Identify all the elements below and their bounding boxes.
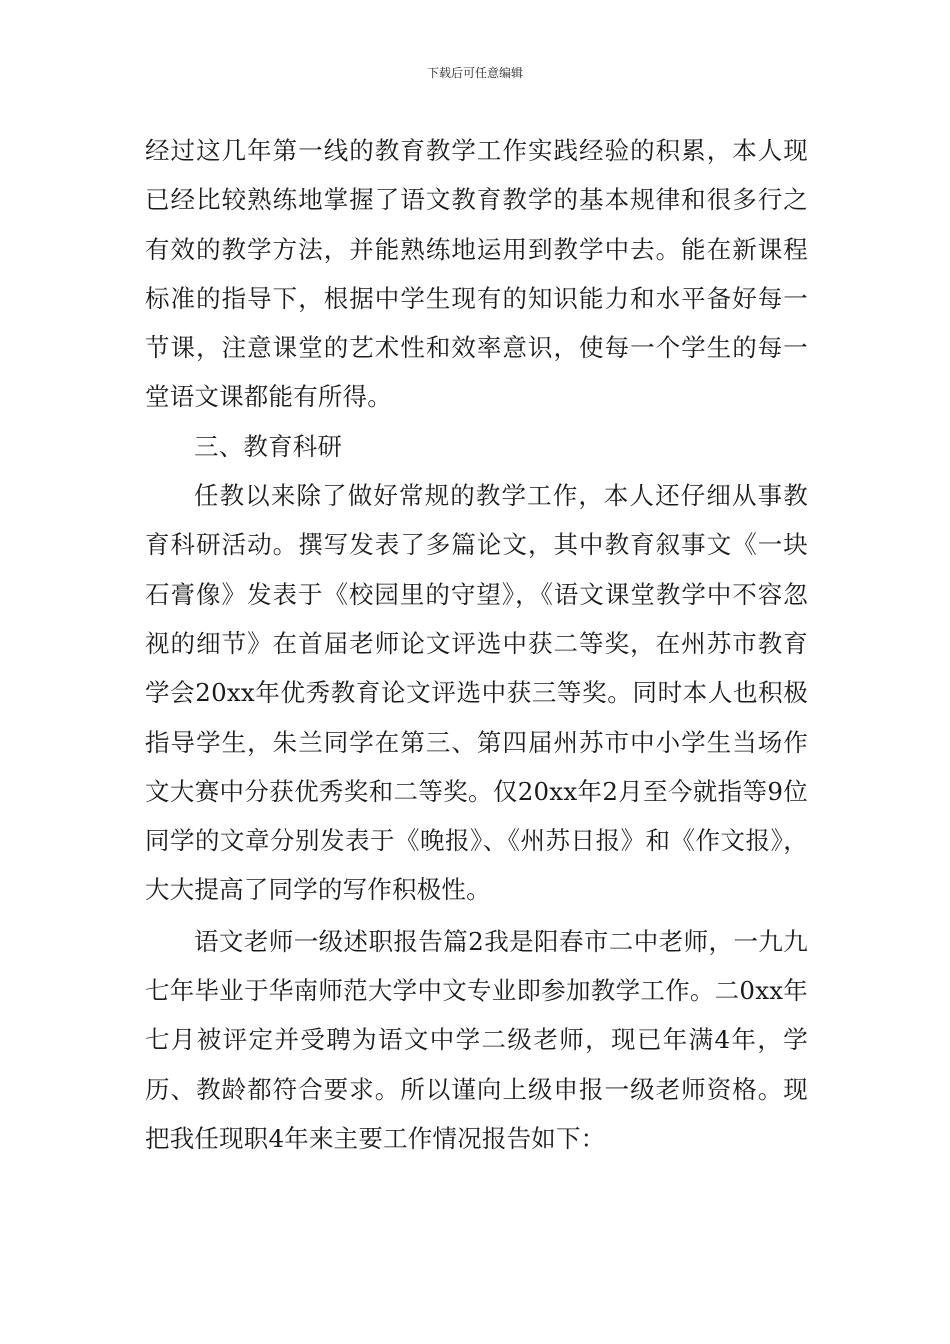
section-heading-research: 三、教育科研: [194, 431, 343, 461]
paragraph-research: 任教以来除了做好常规的教学工作，本人还仔细从事教育科研活动。撰写发表了多篇论文，其中教育叙事文《一块石膏像》发表于《校园里的守望》，《语文课堂教学中不容忽视的细节》在首届老师论文评选中获二等奖，在州苏市教育学会20xx年优秀教育论文评选中获三等奖。同时本人也积极指导学生，朱兰同学在第三、第四届州苏市中小学生当场作文大赛中分获优秀奖和二等奖。仅20xx年2月至今就指等9位同学的文章分别发表于《晚报》、《州苏日报》和《作文报》，大大提高了同学的写作积极性。: [145, 481, 808, 905]
page-header: 下载后可任意编辑: [426, 66, 523, 80]
paragraph-teaching-experience: 经过这几年第一线的教育教学工作实践经验的积累，本人现已经比较熟练地掌握了语文教育教学的基本规律和很多行之有效的教学方法，并能熟练地运用到教学中去。能在新课程标准的指导下，根据中学生现有的知识能力和水平备好每一节课，注意课堂的艺术性和效率意识，使每一个学生的每一堂语文课都能有所得。: [145, 136, 808, 412]
paragraph-report-2: 语文老师一级述职报告篇2我是阳春市二中老师，一九九七年毕业于华南师范大学中文专业即参加教学工作。二0xx年七月被评定并受聘为语文中学二级老师，现已年满4年，学历、教龄都符合要求。所以谨向上级申报一级老师资格。现把我任现职4年来主要工作情况报告如下：: [145, 926, 808, 1153]
document-body: [145, 126, 808, 1163]
